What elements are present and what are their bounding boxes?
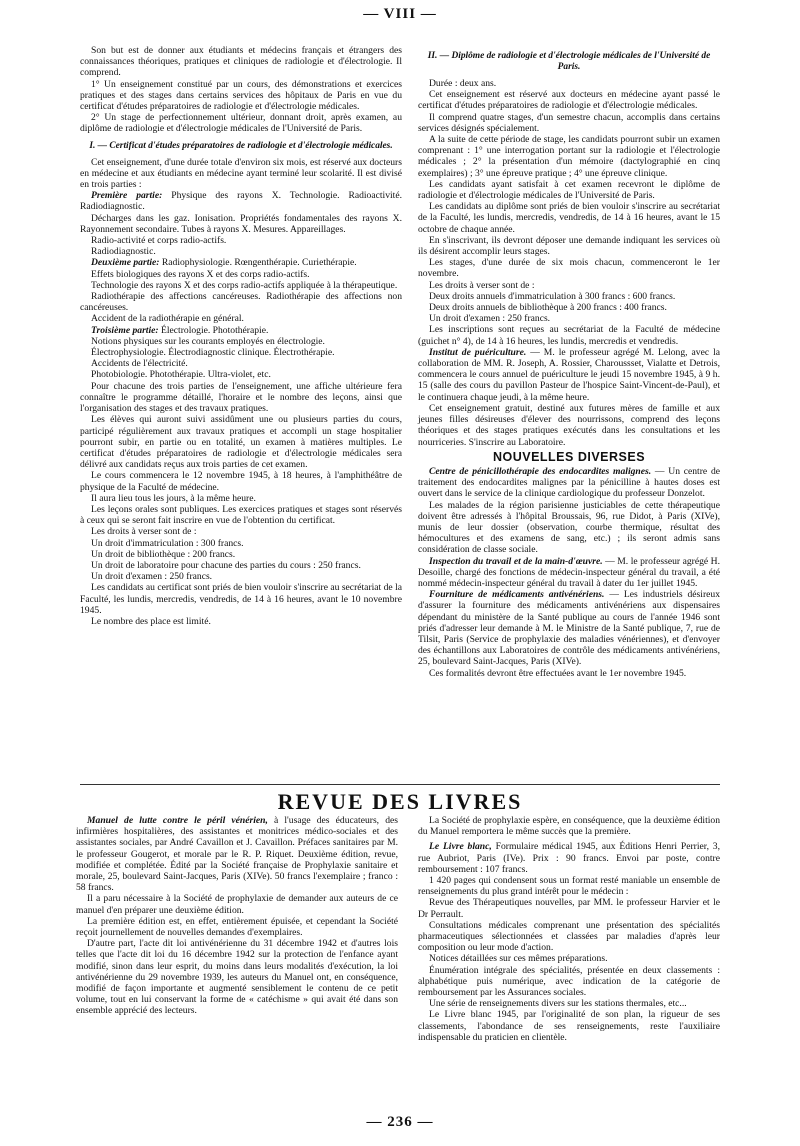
paragraph-text: D'autre part, l'acte dit loi antivénérienne du 31 décembre 1942 et d'autres lois telles que l'acte dit loi du 16 décembre 1942 sur la protection de l'enfance ayant modifié, sinon dans leur esprit, du moins dans leurs modalités d'exécution, la loi antivénérienne du 29 novembre 1939, les auteurs du Manuel ont, en conséquence, modifié de façon importante et augmenté sensiblement le contenu de ce petit volume, tout en lui conservant la forme de « catéchisme » qui avait été dans son ensemble apprécié des lecteurs. <box>76 938 398 1017</box>
paragraph-text: La première édition est, en effet, entièrement épuisée, et cependant la Société reçoit journellement de nouvelles demandes d'exemplaires. <box>76 915 398 939</box>
paragraph <box>418 403 720 448</box>
column-top-right <box>418 45 720 679</box>
paragraph <box>418 500 720 556</box>
paragraph <box>418 78 720 89</box>
paragraph-text: Accident de la radiothérapie en général. <box>91 313 244 325</box>
paragraph-lead: Le Livre blanc, <box>429 841 492 853</box>
paragraph-text: Un droit d'immatriculation : 300 francs. <box>91 537 244 549</box>
paragraph-text: 1 420 pages qui condensent sous un format resté maniable un ensemble de renseignements du plus grand intérêt pour le médecin : <box>418 875 720 898</box>
revue-rule <box>80 784 720 785</box>
paragraph <box>80 549 402 560</box>
paragraph <box>80 369 402 380</box>
paragraph <box>80 45 402 79</box>
paragraph <box>418 556 720 590</box>
paragraph <box>418 89 720 111</box>
paragraph-text: Les stages, d'une durée de six mois chacun, commenceront le 1er novembre. <box>418 257 720 280</box>
paragraph <box>418 179 720 201</box>
paragraph-lead: Centre de pénicillothérapie des endocardites malignes. <box>429 465 652 477</box>
paragraph-text: Pour chacune des trois parties de l'enseignement, une affiche ultérieure fera connaître le programme détaillé, l'horaire et le nombre des leçons, ainsi que l'organisation des stages et des travaux pratiques. <box>80 380 402 415</box>
paragraph-text: Les droits à verser sont de : <box>429 279 535 291</box>
paragraph <box>80 571 402 582</box>
section-title-certificat: I. — Certificat d'études préparatoires de radiologie et d'électrologie médicales. <box>89 140 393 151</box>
paragraph-text: Physique des rayons X. Technologie. Radioactivité. Radiodiagnostic. <box>80 190 402 213</box>
paragraph-text: En s'inscrivant, ils devront déposer une demande indiquant les services où ils désirent accomplir leurs stages. <box>418 234 720 258</box>
paragraph-text: Deux droits annuels de bibliothèque à 200 francs : 400 francs. <box>429 302 667 314</box>
paragraph <box>418 291 720 302</box>
paragraph <box>80 190 402 212</box>
paragraph-text: Notices détaillées sur ces mêmes préparations. <box>429 953 608 965</box>
paragraph-text: Radiodiagnostic. <box>91 246 156 258</box>
paragraph <box>418 897 720 919</box>
paragraph <box>80 358 402 369</box>
paragraph <box>80 526 402 537</box>
paragraph <box>80 79 402 113</box>
paragraph <box>418 280 720 291</box>
paragraph-text: Décharges dans les gaz. Ionisation. Propriétés fondamentales des rayons X. Rayonnement secondaire. Tubes à rayons X. Mesures. Appareillages. <box>80 212 402 235</box>
paragraph-text: Cet enseignement est réservé aux docteurs en médecine ayant passé le certificat d'études préparatoires de radiologie et d'électrologie médicales. <box>418 89 720 112</box>
paragraph <box>418 235 720 257</box>
paragraph <box>80 493 402 504</box>
paragraph <box>80 347 402 358</box>
paragraph <box>80 213 402 235</box>
paragraph <box>80 235 402 246</box>
paragraph-text: Notions physiques sur les courants employés en électrologie. <box>91 335 325 347</box>
paragraph <box>80 560 402 571</box>
paragraph-text: Consultations médicales comprenant une présentation des spécialités pharmaceutiques sélectionnées et classées par maladies d'après leur composition ou leur mode d'action. <box>418 919 720 954</box>
paragraph <box>76 815 398 893</box>
paragraph-text: Les droits à verser sont de : <box>91 526 197 538</box>
paragraph-text: Effets biologiques des rayons X et des corps radio-actifs. <box>91 268 310 280</box>
column-bottom-left <box>76 815 398 1017</box>
paragraph <box>80 325 402 336</box>
paragraph-text: Formulaire médical 1945, aux Éditions Henri Perrier, 3, rue Aubriot, Paris (IVe). Prix : 90 francs. Envoi par poste, contre remboursement : 107 francs. <box>418 841 720 875</box>
paragraph-text: Le nombre des place est limité. <box>91 615 211 627</box>
paragraph-text: Les candidats au diplôme sont priés de bien vouloir s'inscrire au secrétariat de la Faculté, les lundis, mercredis, vendredis, de 14 à 16 heures, avant le 15 octobre de chaque année. <box>418 201 720 235</box>
paragraph-lead: Fourniture de médicaments antivénériens. <box>429 589 605 601</box>
paragraph-lead: Institut de puériculture. <box>429 346 527 358</box>
paragraph-lead: Troisième partie: <box>91 324 159 336</box>
paragraph-text: Énumération intégrale des spécialités, présentée en deux classements : alphabétique puis numérique, avec indication de la catégorie de remboursement par les Assurances sociales. <box>418 964 720 999</box>
page-header-roman: — VIII — <box>363 6 437 22</box>
paragraph <box>76 938 398 1016</box>
paragraph-text: Les malades de la région parisienne justiciables de cette thérapeutique doivent être adressés à l'hôpital Broussais, 96, rue Didot, à Paris (XIVe), munis de leur dossier (observation, courbe thermique, résultat des hémocultures et des examens de sang, etc.) ; ils seront admis sans considération de classe sociale. <box>418 499 720 556</box>
paragraph-lead: Inspection du travail et de la main-d'œuvre. <box>429 555 603 567</box>
paragraph-text: Photobiologie. Photothérapie. Ultra-violet, etc. <box>91 369 271 381</box>
paragraph <box>418 466 720 500</box>
paragraph-text: Technologie des rayons X et des corps radio-actifs appliquée à la thérapeutique. <box>91 279 398 291</box>
paragraph <box>418 841 720 875</box>
paragraph-text: Les élèves qui auront suivi assidûment une ou plusieurs parties du cours, participé régulièrement aux travaux pratiques et accompli un stage hospitalier pourront subir, en partie ou en totalité, un examen à matières multiples. Le certificat d'études préparatoires de radiologie et d'électrologie médicales sera délivré aux candidats reçus aux trois parties de cet examen. <box>80 414 402 471</box>
section-title-diplome: II. — Diplôme de radiologie et d'électrologie médicales de l'Université de Paris. <box>427 51 711 72</box>
paragraph <box>418 965 720 999</box>
paragraph-text: — M. le professeur agrégé H. Desoille, chargé des fonctions de médecin-inspecteur général du travail, a été nommé médecin-inspecteur général du travail à dater du 1er juillet 1945. <box>418 555 720 589</box>
paragraph-lead: Deuxième partie: <box>91 257 160 269</box>
paragraph <box>80 616 402 627</box>
paragraph-text: A la suite de cette période de stage, les candidats pourront subir un examen comprenant : 1° une interrogation portant sur la radiologie et l'électrologie médicales ; 2° la présentation d'un mémoire (dactylographié en cinq exemplaires) ; 3° une épreuve pratique ; 4° une épreuve clinique. <box>418 134 720 179</box>
paragraph <box>418 112 720 134</box>
paragraph-text: La Société de prophylaxie espère, en conséquence, que la deuxième édition du Manuel remportera le même succès que la première. <box>418 815 720 838</box>
paragraph-text: Il a paru nécessaire à la Société de prophylaxie de demander aux auteurs de ce manuel d'en préparer une deuxième édition. <box>76 893 398 916</box>
paragraph-text: Cet enseignement, d'une durée totale d'environ six mois, est réservé aux docteurs en médecine et aux étudiants en médecine ayant terminé leur scolarité. Il est divisé en trois parties : <box>80 156 402 191</box>
paragraph <box>80 313 402 324</box>
paragraph-text: Ces formalités devront être effectuées avant le 1er novembre 1945. <box>429 667 687 679</box>
paragraph-text: Accidents de l'électricité. <box>91 358 188 370</box>
revue-des-livres-title: REVUE DES LIVRES <box>277 789 523 814</box>
paragraph <box>80 538 402 549</box>
paragraph-text: Deux droits annuels d'immatriculation à 300 francs : 600 francs. <box>429 290 676 302</box>
paragraph <box>76 893 398 915</box>
paragraph-text: Un droit d'examen : 250 francs. <box>429 313 551 325</box>
paragraph-text: — Un centre de traitement des endocardites malignes par la pénicilline à hautes doses est ouvert dans le service de la clinique cardiologique du professeur Donzelot. <box>418 465 720 500</box>
paragraph <box>418 324 720 346</box>
paragraph <box>80 257 402 268</box>
paragraph-text: Un droit de laboratoire pour chacune des parties du cours : 250 francs. <box>91 559 361 571</box>
paragraph <box>80 470 402 492</box>
paragraph-text: Les candidats au certificat sont priés de bien vouloir s'inscrire au secrétariat de la Faculté, les lundis, mercredis, vendredis, de 14 à 16 heures, avant le 10 novembre 1945. <box>80 582 403 616</box>
paragraph <box>80 381 402 415</box>
paragraph <box>80 157 402 191</box>
paragraph <box>418 920 720 954</box>
paragraph-text: Radiothérapie des affections cancéreuses. Radiothérapie des affections non cancéreuses. <box>80 291 402 314</box>
paragraph <box>418 953 720 964</box>
paragraph-text: Le Livre blanc 1945, par l'originalité de son plan, la rigueur de ses classements, l'abondance de ses renseignements, reste l'auxiliaire indispensable du praticien en clientèle. <box>418 1009 720 1043</box>
paragraph-lead: Manuel de lutte contre le péril vénérien, <box>87 815 268 826</box>
paragraph-text: Les inscriptions sont reçues au secrétariat de la Faculté de médecine (guichet n° 4), de 14 à 16 heures, les lundis, mercredis et vendredis. <box>418 324 720 347</box>
paragraph <box>80 504 402 526</box>
paragraph <box>80 280 402 291</box>
paragraph-text: — Les industriels désireux d'assurer la fourniture des médicaments antivénériens aux dispensaires dépendant du ministère de la Santé publique au cours de l'année 1946 sont priés d'adresser leur demande à M. le Ministre de la Santé publique, 7, rue de Tilsit, Paris (Service de prophylaxie des maladies vénériennes), et d'envoyer des échantillons aux Laboratoires de contrôle des médicaments antivénériens, 25, boulevard Saint-Jacques, Paris (XIVe). <box>418 589 720 668</box>
paragraph <box>418 347 720 403</box>
paragraph <box>80 414 402 470</box>
paragraph-lead: Première partie: <box>91 190 163 202</box>
paragraph <box>418 875 720 897</box>
paragraph-text: 2° Un stage de perfectionnement ultérieur, donnant droit, après examen, au diplôme de radiologie et d'électrologie médicales de l'Université de Paris. <box>80 112 402 135</box>
paragraph <box>418 257 720 279</box>
paragraph-text: Durée : deux ans. <box>429 78 497 89</box>
paragraph <box>80 291 402 313</box>
paragraph-text: Électrophysiologie. Électrodiagnostic clinique. Électrothérapie. <box>91 347 335 359</box>
paragraph <box>76 916 398 938</box>
paragraph <box>80 269 402 280</box>
paragraph-text: Il comprend quatre stages, d'un semestre chacun, accomplis dans certains services désignés spécialement. <box>418 111 720 134</box>
paragraph-text: Radiophysiologie. Rœngenthérapie. Curiethérapie. <box>159 257 357 269</box>
paragraph <box>418 589 720 667</box>
paragraph-text: Un droit d'examen : 250 francs. <box>91 571 213 583</box>
paragraph <box>80 246 402 257</box>
paragraph-text: Radio-activité et corps radio-actifs. <box>91 235 227 247</box>
paragraph <box>418 134 720 179</box>
paragraph-text: Son but est de donner aux étudiants et médecins français et étrangers des connaissances théoriques, pratiques et cliniques de radiologie et d'électrologie. Il comprend. <box>80 45 402 79</box>
paragraph-text: Électrologie. Photothérapie. <box>158 324 269 336</box>
paragraph-text: à l'usage des éducateurs, des infirmières hospitalières, des assistantes et monitrices médico-sociales et des assistantes sociales, par André Cavaillon et J. Cavaillon. Préfaces sanitaires par M. le professeur Gougerot, et morale par le R. P. Riquet. Deuxième édition, revue, modifiée et complétée. Édité par la Société française de Prophylaxie sanitaire et morale, 25, boulevard Saint-Jacques, Paris (XIVe). 50 francs l'exemplaire ; franco : 58 francs. <box>76 815 398 894</box>
paragraph <box>418 201 720 235</box>
paragraph-text: Le cours commencera le 12 novembre 1945, à 18 heures, à l'amphithéâtre de physique de la Faculté de médecine. <box>80 470 402 493</box>
paragraph-text: Les candidats ayant satisfait à cet examen recevront le diplôme de radiologie et d'électrologie médicales de l'Université de Paris. <box>418 178 720 202</box>
nouvelles-diverses-heading: NOUVELLES DIVERSES <box>492 449 646 464</box>
paragraph <box>418 998 720 1009</box>
paragraph <box>80 582 402 616</box>
paragraph-text: Un droit de bibliothèque : 200 francs. <box>91 548 236 560</box>
paragraph-text: — M. le professeur agrégé M. Lelong, avec la collaboration de MM. R. Joseph, A. Rossier, Charoussset, Vialatte et Detrois, commencera le cours annuel de puériculture le jeudi 15 novembre 1945, à 9 h. 15 (salle des cours du pavillon Pasteur de l'hospice Saint-Vincent-de-Paul), et le continuera chaque jeudi, à la même heure. <box>418 346 720 403</box>
paragraph <box>418 302 720 313</box>
column-top-left <box>80 45 402 627</box>
paragraph-text: Une série de renseignements divers sur les stations thermales, etc... <box>429 998 687 1010</box>
paragraph <box>418 668 720 679</box>
paragraph-text: Les leçons orales sont publiques. Les exercices pratiques et stages sont réservés à ceux qui se seront fait inscrire en vue de l'obtention du certificat. <box>80 503 402 527</box>
paragraph <box>418 1009 720 1043</box>
paragraph-text: Cet enseignement gratuit, destiné aux futures mères de famille et aux jeunes filles désireuses d'élever des nourrissons, comprend des leçons théoriques et des stages pratiques exécutés dans les consultations et les nourriceries. S'inscrire au Laboratoire. <box>418 402 720 448</box>
page-number: — 236 — <box>366 1114 434 1130</box>
paragraph <box>80 336 402 347</box>
paragraph <box>418 815 720 837</box>
paragraph-text: Revue des Thérapeutiques nouvelles, par MM. le professeur Harvier et le Dr Perrault. <box>418 897 720 920</box>
paragraph-text: Il aura lieu tous les jours, à la même heure. <box>91 492 256 504</box>
paragraph <box>80 112 402 134</box>
paragraph-text: 1° Un enseignement constitué par un cours, des démonstrations et exercices pratiques et des stages dans certains services des hôpitaux de Paris en vue du certificat d'études préparatoires de radiologie et d'électrologie médicales. <box>80 78 402 113</box>
column-bottom-right <box>418 815 720 1043</box>
paragraph <box>418 313 720 324</box>
